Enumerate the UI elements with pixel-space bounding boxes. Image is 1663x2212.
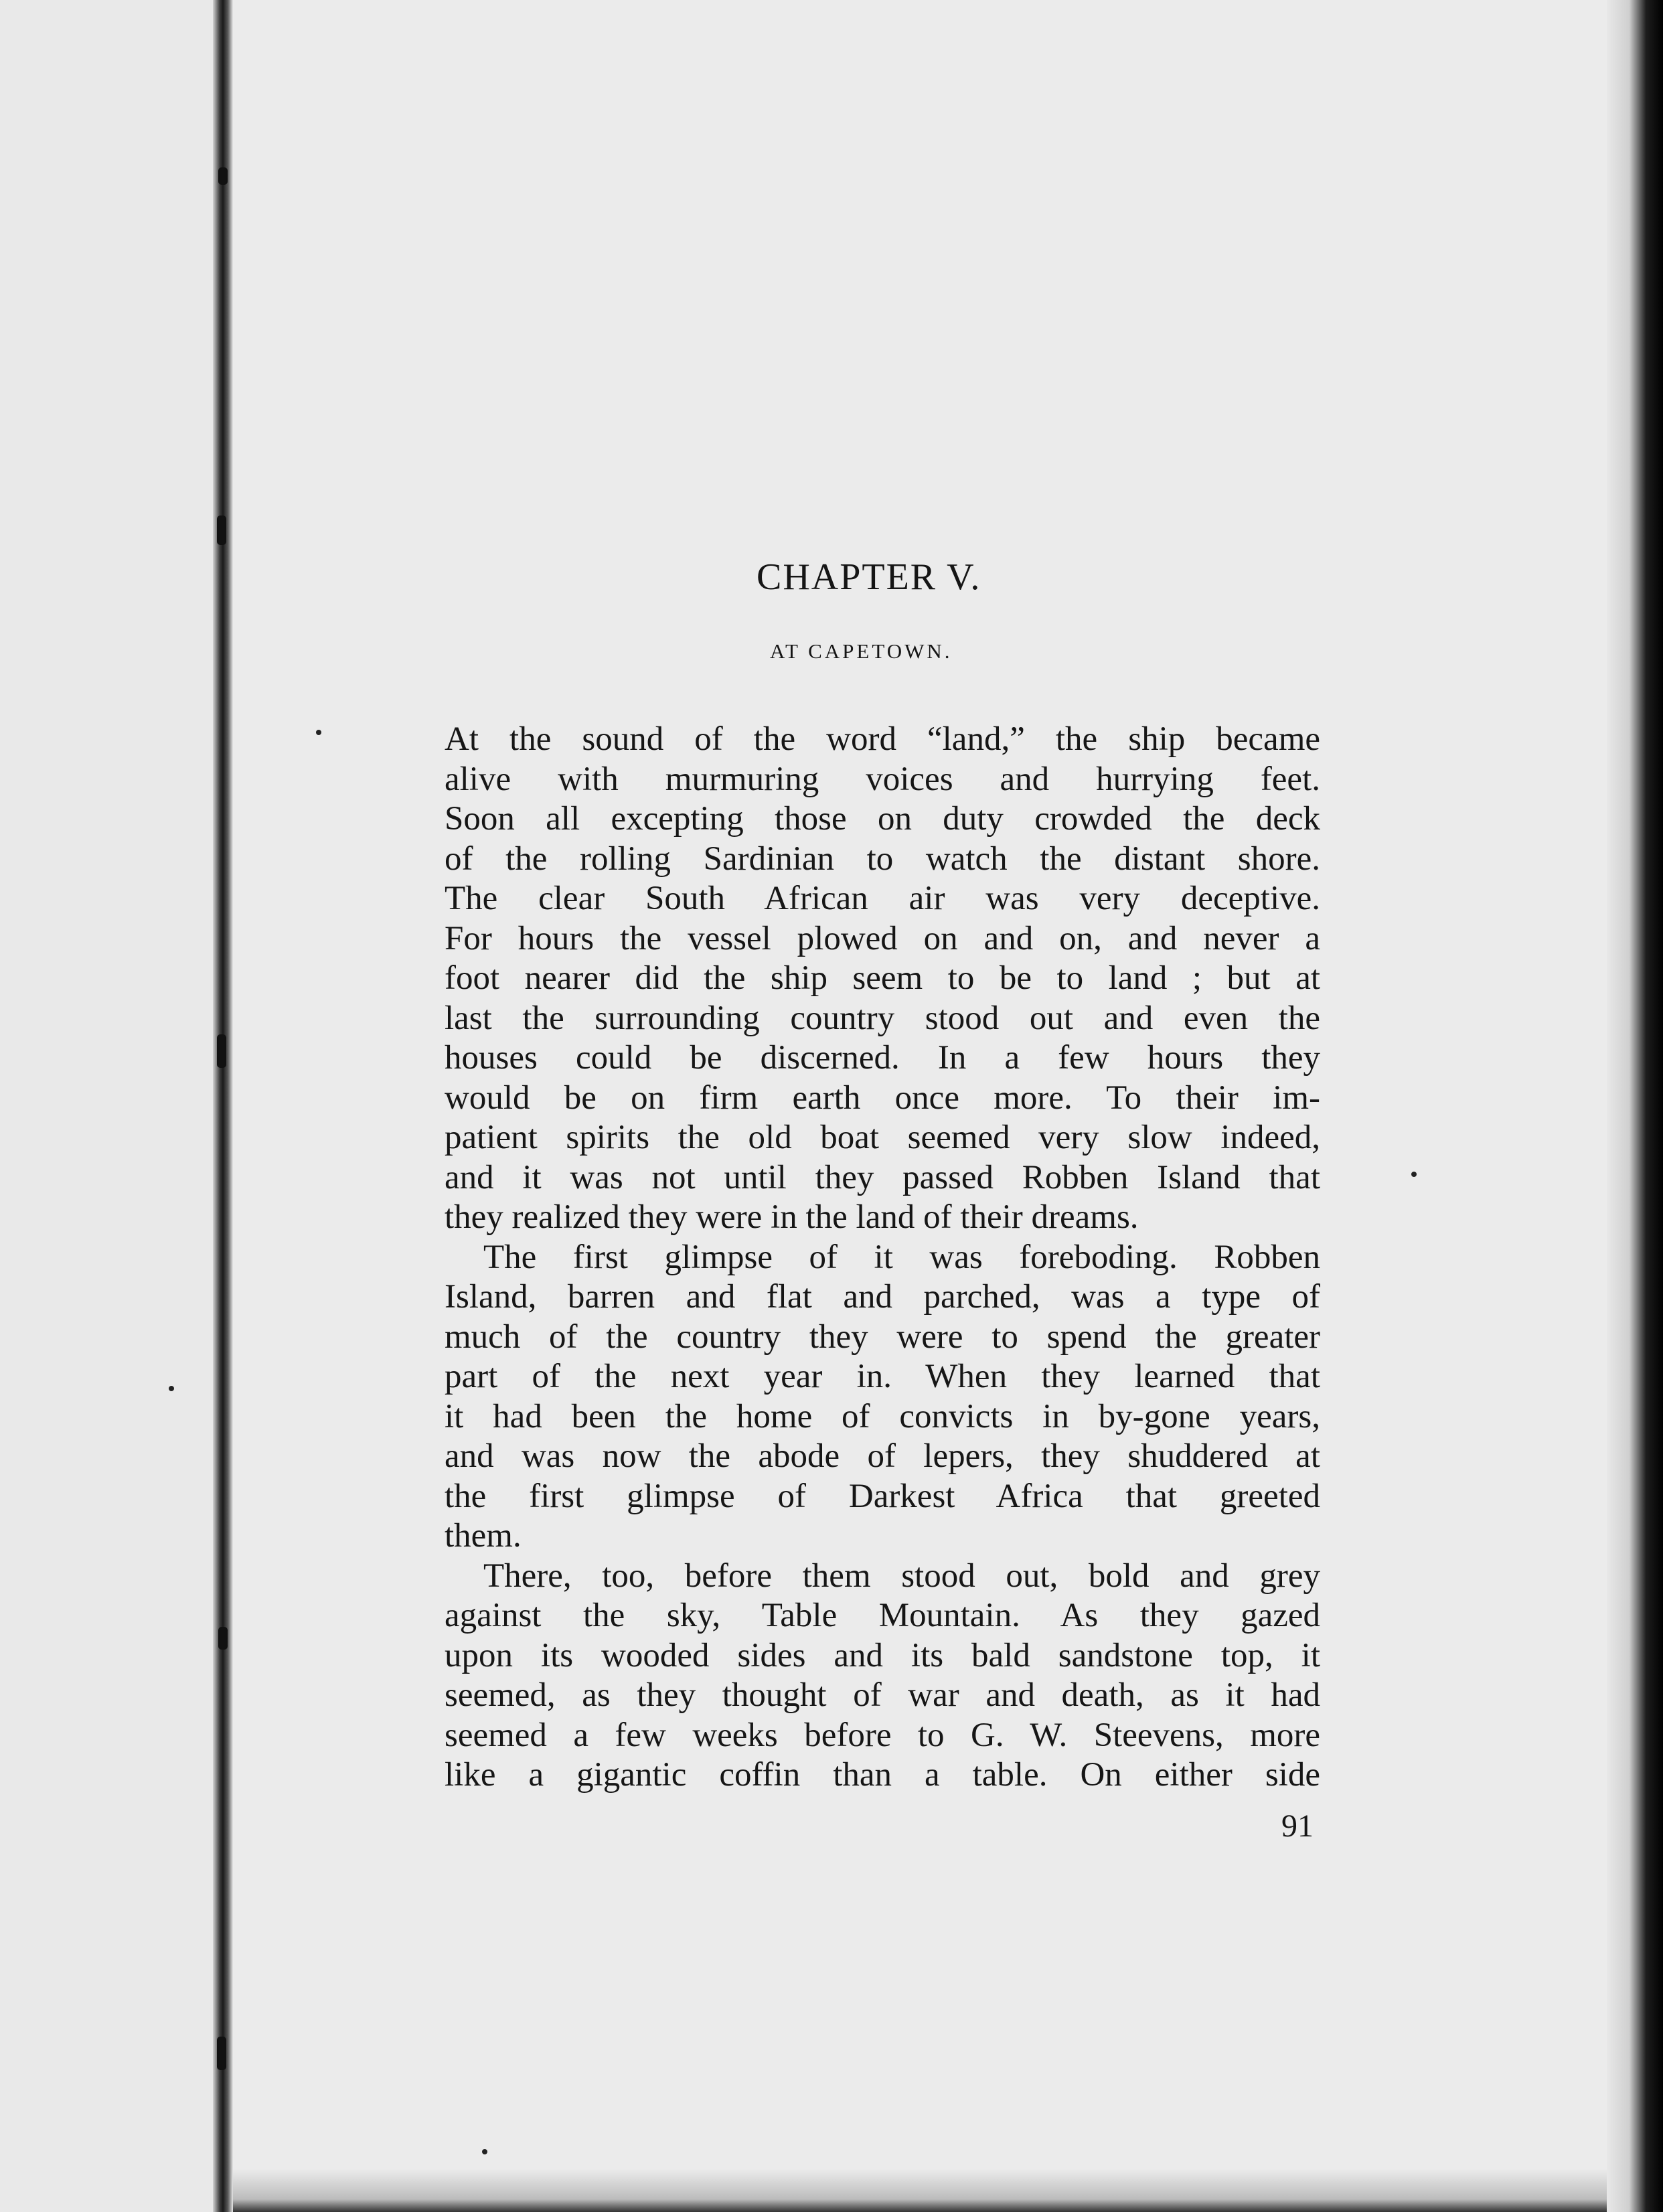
text-line: houses could be discerned. In a few hours they bbox=[445, 1039, 1320, 1077]
chapter-title: CHAPTER V. bbox=[757, 556, 981, 598]
chapter-subtitle: AT CAPETOWN. bbox=[770, 639, 953, 663]
text-line: last the surrounding country stood out and even the bbox=[445, 999, 1320, 1037]
page-right-edge bbox=[1607, 0, 1663, 2212]
text-line: upon its wooded sides and its bald sandstone top, it bbox=[445, 1636, 1320, 1674]
text-line: the first glimpse of Darkest Africa that greeted bbox=[445, 1477, 1320, 1515]
text-line: seemed, as they thought of war and death, as it had bbox=[445, 1676, 1320, 1714]
text-line: like a gigantic coffin than a table. On either side bbox=[445, 1756, 1320, 1794]
text-line: alive with murmuring voices and hurrying feet. bbox=[445, 760, 1320, 798]
paper-speck bbox=[316, 730, 321, 735]
paper-speck bbox=[482, 2149, 487, 2154]
text-line: and was now the abode of lepers, they shuddered at bbox=[445, 1437, 1320, 1475]
binding-mark bbox=[217, 516, 226, 545]
binding-mark bbox=[217, 1034, 226, 1068]
text-line: part of the next year in. When they learned that bbox=[445, 1358, 1320, 1395]
text-line: of the rolling Sardinian to watch the distant shore. bbox=[445, 840, 1320, 878]
binding-mark bbox=[218, 167, 228, 185]
binding-mark bbox=[218, 1627, 228, 1650]
text-line: them. bbox=[445, 1517, 522, 1555]
text-line: Soon all excepting those on duty crowded the deck bbox=[445, 800, 1320, 838]
paper-speck bbox=[1411, 1172, 1417, 1177]
text-line: Island, barren and flat and parched, was a type of bbox=[445, 1278, 1320, 1316]
text-line: much of the country they were to spend the greater bbox=[445, 1318, 1320, 1356]
text-line: The first glimpse of it was foreboding. Robben bbox=[483, 1238, 1320, 1276]
text-line: would be on firm earth once more. To their im- bbox=[445, 1079, 1320, 1117]
text-line: seemed a few weeks before to G. W. Steevens, more bbox=[445, 1716, 1320, 1754]
text-line: they realized they were in the land of their dreams. bbox=[445, 1198, 1139, 1236]
chapter-body-text bbox=[445, 720, 1320, 1796]
binding-mark bbox=[217, 2037, 226, 2070]
text-line: The clear South African air was very deceptive. bbox=[445, 880, 1320, 917]
text-line: and it was not until they passed Robben Island that bbox=[445, 1158, 1320, 1196]
facing-page-edge bbox=[0, 0, 225, 2212]
page-bottom-edge bbox=[233, 2169, 1620, 2212]
paper-speck bbox=[169, 1386, 174, 1391]
text-line: There, too, before them stood out, bold and grey bbox=[483, 1557, 1320, 1595]
text-line: At the sound of the word “land,” the ship became bbox=[445, 720, 1320, 758]
text-line: foot nearer did the ship seem to be to land ; but at bbox=[445, 959, 1320, 997]
text-line: against the sky, Table Mountain. As they gazed bbox=[445, 1597, 1320, 1634]
text-line: For hours the vessel plowed on and on, and never a bbox=[445, 919, 1320, 957]
book-gutter bbox=[213, 0, 233, 2212]
text-line: patient spirits the old boat seemed very slow indeed, bbox=[445, 1119, 1320, 1156]
page-number: 91 bbox=[1281, 1808, 1314, 1844]
text-line: it had been the home of convicts in by-gone years, bbox=[445, 1397, 1320, 1435]
